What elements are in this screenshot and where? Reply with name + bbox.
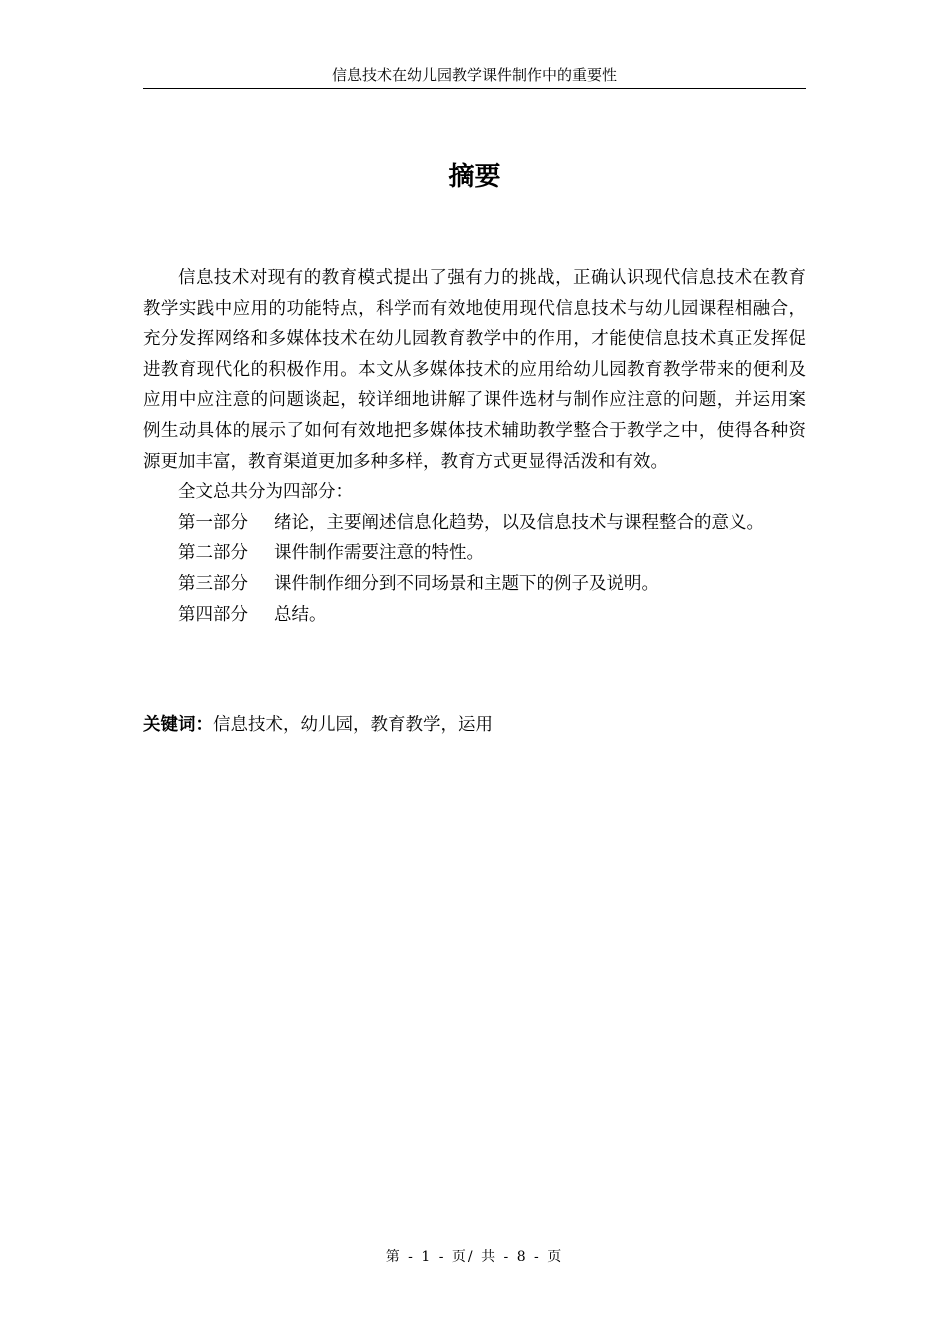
part-text: 课件制作细分到不同场景和主题下的例子及说明。	[274, 573, 659, 594]
part-item-4	[143, 600, 806, 631]
part-item-1	[143, 508, 806, 539]
abstract-body	[143, 263, 806, 630]
part-label: 第一部分	[178, 512, 248, 533]
abstract-paragraph: 信息技术对现有的教育模式提出了强有力的挑战，正确认识现代信息技术在教育教学实践中应用的功能特点，科学而有效地使用现代信息技术与幼儿园课程相融合，充分发挥网络和多媒体技术在幼儿园教育教学中的作用，才能使信息技术真正发挥促进教育现代化的积极作用。本文从多媒体技术的应用给幼儿园教育教学带来的便利及应用中应注意的问题谈起，较详细地讲解了课件选材与制作应注意的问题，并运用案例生动具体的展示了如何有效地把多媒体技术辅助教学整合于教学之中，使得各种资源更加丰富，教育渠道更加多种多样，教育方式更显得活泼和有效。	[143, 268, 806, 472]
page-footer	[143, 1247, 806, 1267]
keywords-line	[143, 710, 806, 740]
part-text: 绪论，主要阐述信息化趋势，以及信息技术与课程整合的意义。	[274, 512, 764, 533]
structure-intro: 全文总共分为四部分：	[178, 482, 353, 503]
keywords-label: 关键词：	[143, 715, 213, 735]
page-number: 第 - 1 - 页/ 共 - 8 - 页	[385, 1249, 564, 1265]
part-text: 总结。	[274, 604, 327, 625]
part-item-2	[143, 538, 806, 569]
part-item-3	[143, 569, 806, 600]
running-title: 信息技术在幼儿园教学课件制作中的重要性	[331, 66, 617, 84]
part-text: 课件制作需要注意的特性。	[274, 543, 484, 564]
page-header	[143, 64, 806, 89]
keywords-value: 信息技术，幼儿园，教育教学，运用	[213, 715, 493, 735]
abstract-heading: 摘要	[448, 162, 501, 192]
part-label: 第二部分	[178, 543, 248, 564]
part-label: 第四部分	[178, 604, 248, 625]
part-label: 第三部分	[178, 573, 248, 594]
